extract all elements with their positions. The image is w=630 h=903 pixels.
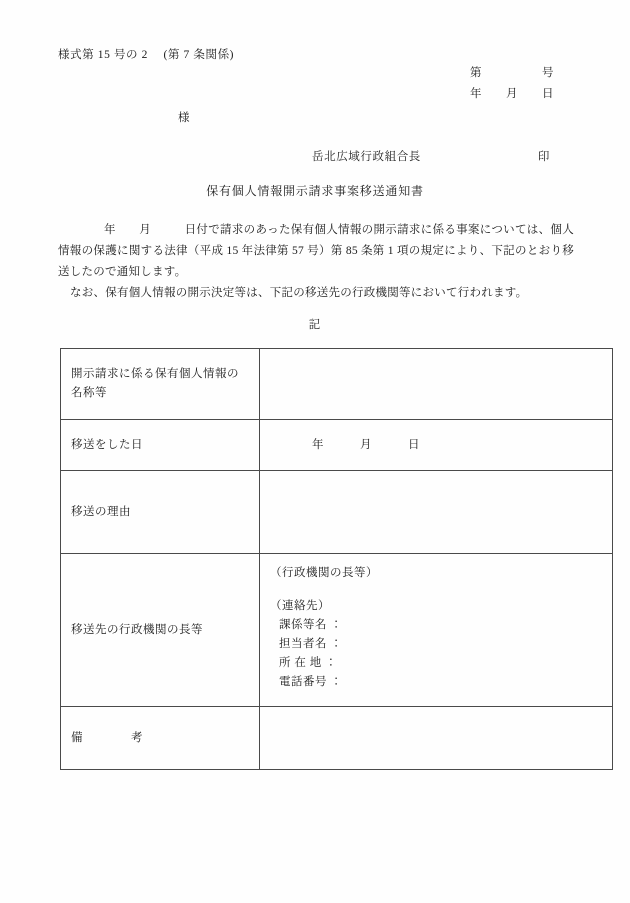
table-row	[61, 707, 613, 770]
form-table	[60, 348, 613, 770]
agency-head-label: （行政機関の長等）	[270, 567, 378, 579]
row-label-transfer-date	[61, 420, 260, 471]
row-label-text: 備 考	[71, 731, 143, 744]
row-label-text: 移送をした日	[71, 438, 143, 451]
contact-field-address[interactable]: 所 在 地 ：	[279, 657, 338, 669]
document-number-line: 第 号	[470, 67, 554, 79]
body-text	[58, 220, 574, 304]
table-row	[61, 349, 613, 420]
row-label-text: 開示請求に係る保有個人情報の名称等	[71, 368, 239, 399]
contact-block	[270, 562, 602, 692]
table-row	[61, 554, 613, 707]
body-paragraph-note: なお、保有個人情報の開示決定等は、下記の移送先の行政機関等において行われます。	[70, 287, 528, 299]
issuer-row	[312, 148, 564, 164]
row-label-disclosure-name	[61, 349, 260, 420]
contact-title: （連絡先）	[270, 600, 330, 612]
row-value-remarks[interactable]	[260, 707, 613, 770]
contact-field-division[interactable]: 課係等名 ：	[279, 619, 343, 631]
row-value-transfer-reason[interactable]	[260, 471, 613, 554]
contact-field-phone[interactable]: 電話番号 ：	[279, 676, 343, 688]
issuer-name: 岳北広域行政組合長	[312, 151, 421, 163]
row-label-transfer-reason	[61, 471, 260, 554]
spacer	[270, 583, 602, 597]
body-paragraph-main	[58, 220, 574, 283]
row-value-disclosure-name[interactable]	[260, 349, 613, 420]
form-number: 様式第 15 号の 2 (第 7 条関係)	[58, 49, 235, 61]
seal-mark: 印	[537, 151, 550, 163]
contact-field-person[interactable]: 担当者名 ：	[279, 638, 343, 650]
row-value-transfer-date[interactable]	[260, 420, 613, 471]
table-row	[61, 471, 613, 554]
ki-marker: 記	[308, 319, 322, 331]
transfer-date-blanks: 年 月 日	[312, 438, 420, 451]
lead-date-blank: 年 月	[104, 224, 175, 236]
row-label-text: 移送先の行政機関の長等	[71, 623, 203, 636]
document-title: 保有個人情報開示請求事案移送通知書	[206, 184, 424, 198]
addressee-honorific: 様	[178, 112, 190, 124]
row-label-destination-agency	[61, 554, 260, 707]
body-paragraph-main-text: 日付で請求のあった保有個人情報の開示請求に係る事案については、個人情報の保護に関する法律（平成 15 年法律第 57 号）第 85 条第 1 項の規定により、下記のとおり移送したので通知します。	[58, 224, 574, 278]
document-date-line: 年 月 日	[470, 88, 554, 100]
row-label-remarks	[61, 707, 260, 770]
row-label-text: 移送の理由	[71, 505, 131, 518]
row-value-destination-agency[interactable]	[260, 554, 613, 707]
table-row	[61, 420, 613, 471]
